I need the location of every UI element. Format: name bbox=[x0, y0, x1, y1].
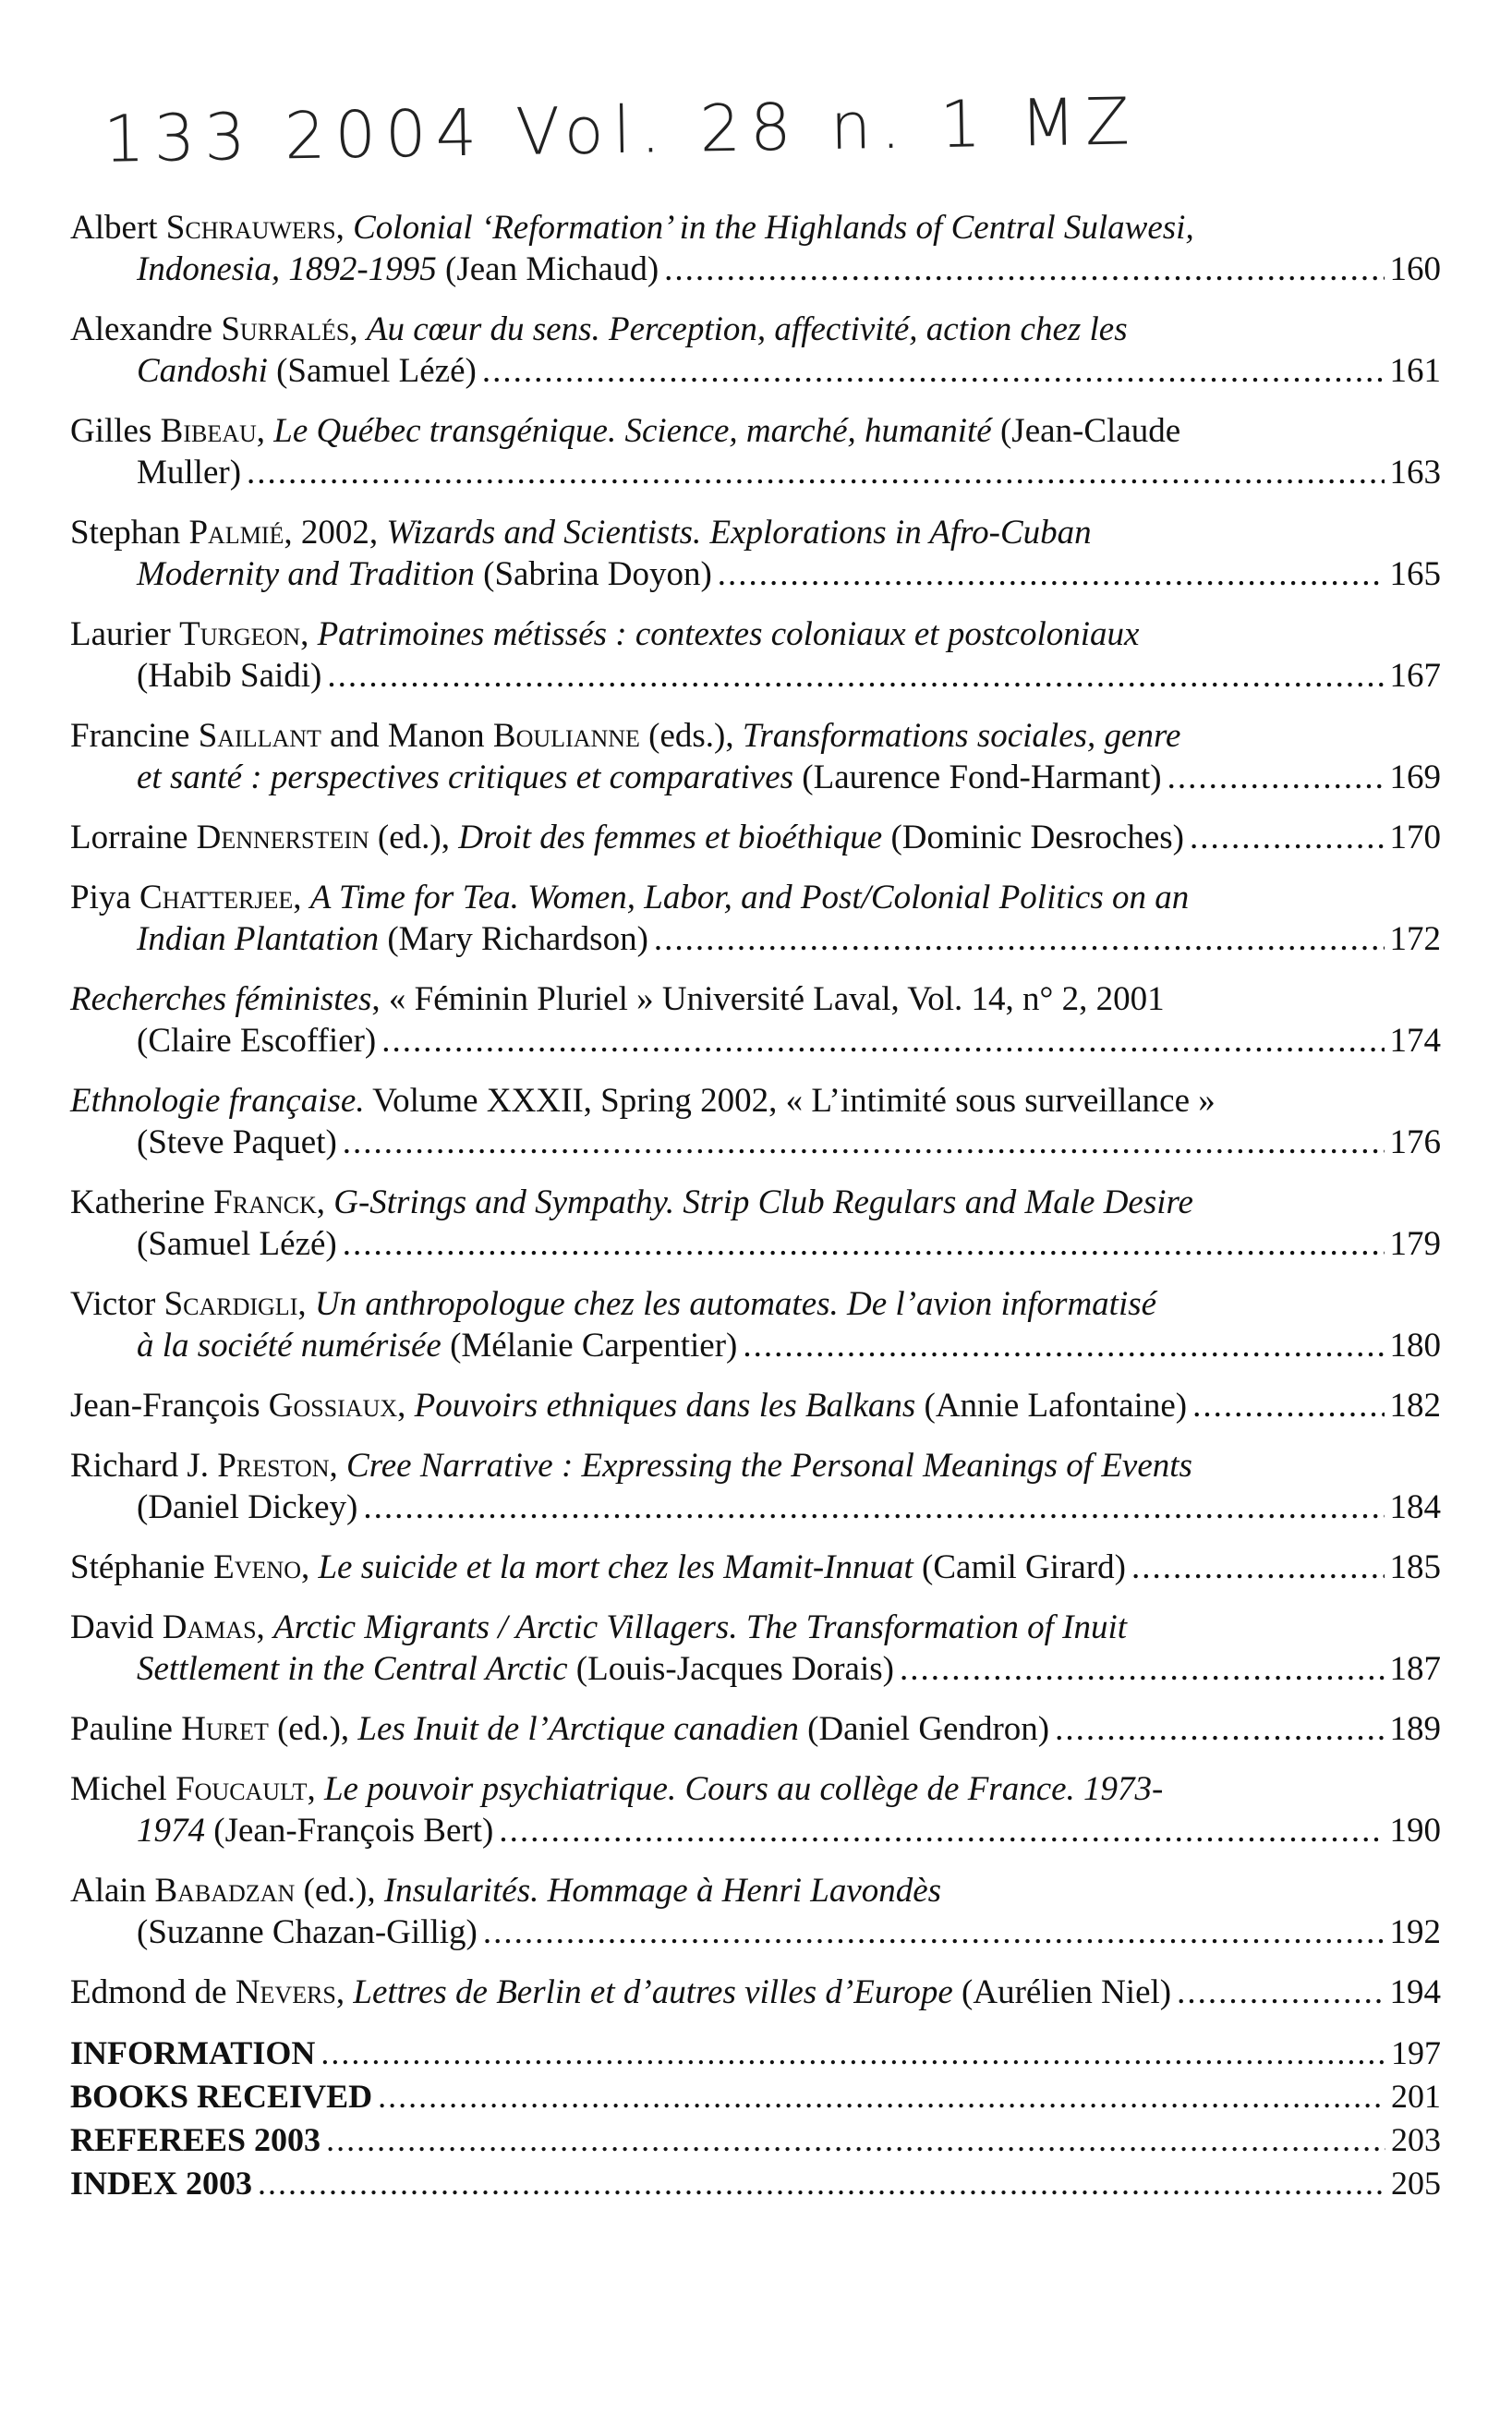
toc-entry-line bbox=[70, 1385, 1441, 1426]
toc-entry-line bbox=[70, 613, 1441, 655]
toc-entry-text: Indian Plantation (Mary Richardson) bbox=[137, 920, 648, 958]
toc-entry-text: Katherine Franck, G-Strings and Sympathy. Strip Club Regulars and Male Desire bbox=[70, 1183, 1193, 1221]
page-number: 165 bbox=[1389, 555, 1441, 593]
toc-entry-text: David Damas, Arctic Migrants / Arctic Villagers. The Transformation of Inuit bbox=[70, 1608, 1128, 1646]
toc-entry-text: Laurier Turgeon, Patrimoines métissés : contextes coloniaux et postcoloniaux bbox=[70, 615, 1140, 653]
toc-entry-text: Modernity and Tradition (Sabrina Doyon) bbox=[137, 555, 712, 593]
toc-entry-text: Jean-François Gossiaux, Pouvoirs ethniques dans les Balkans (Annie Lafontaine) bbox=[70, 1387, 1188, 1425]
handwritten-note: 133 2004 Vol. 28 n. 1 MZ bbox=[103, 83, 1140, 177]
toc-entry-text: Stephan Palmié, 2002, Wizards and Scientists. Explorations in Afro-Cuban bbox=[70, 514, 1092, 552]
page-number: 160 bbox=[1389, 250, 1441, 288]
toc-entry-text: Michel Foucault, Le pouvoir psychiatrique. Cours au collège de France. 1973- bbox=[70, 1770, 1164, 1808]
dot-leader bbox=[343, 1223, 1385, 1265]
dot-leader bbox=[247, 452, 1384, 493]
toc-entry-line bbox=[70, 512, 1441, 553]
toc-entry-text: Victor Scardigli, Un anthropologue chez les automates. De l’avion informatisé bbox=[70, 1285, 1157, 1323]
toc-entry-line bbox=[70, 715, 1441, 757]
toc-entry[interactable] bbox=[70, 1768, 1441, 1851]
toc-section[interactable] bbox=[70, 2075, 1441, 2118]
toc-entry-line bbox=[70, 1607, 1441, 1648]
toc-entry-text: (Suzanne Chazan-Gillig) bbox=[137, 1913, 478, 1951]
page-number: 176 bbox=[1389, 1123, 1441, 1161]
toc-entry[interactable] bbox=[70, 1182, 1441, 1265]
dot-leader bbox=[664, 249, 1384, 290]
page-number: 163 bbox=[1389, 454, 1441, 491]
toc-entry[interactable] bbox=[70, 1385, 1441, 1426]
toc-entry-line bbox=[70, 757, 1441, 798]
toc-entry-line bbox=[70, 1223, 1441, 1265]
toc-entry-text: 1974 (Jean-François Bert) bbox=[137, 1812, 494, 1850]
toc-entry[interactable] bbox=[70, 978, 1441, 1062]
page-number: 174 bbox=[1389, 1022, 1441, 1060]
toc-entry-text: Gilles Bibeau, Le Québec transgénique. Science, marché, humanité (Jean-Claude bbox=[70, 412, 1181, 450]
dot-leader bbox=[343, 1122, 1385, 1163]
dot-leader bbox=[483, 1911, 1385, 1953]
toc-entry-line bbox=[70, 1648, 1441, 1690]
page-number: 172 bbox=[1389, 920, 1441, 958]
page-number: 184 bbox=[1389, 1488, 1441, 1526]
dot-leader bbox=[1190, 817, 1385, 858]
toc-entry-line bbox=[70, 1870, 1441, 1911]
dot-leader bbox=[900, 1648, 1385, 1690]
toc-entry-text: et santé : perspectives critiques et comparatives (Laurence Fond-Harmant) bbox=[137, 758, 1162, 796]
toc-entry-text: (Claire Escoffier) bbox=[137, 1022, 377, 1060]
toc-entry-line bbox=[70, 1020, 1441, 1062]
toc-entry-text: à la société numérisée (Mélanie Carpentier) bbox=[137, 1327, 738, 1365]
page-number: 203 bbox=[1391, 2121, 1441, 2158]
toc-entry-line bbox=[70, 1810, 1441, 1851]
dot-leader bbox=[363, 1487, 1384, 1528]
toc-entry-text: Ethnologie française. Volume XXXII, Spring 2002, « L’intimité sous surveillance » bbox=[70, 1082, 1216, 1120]
toc-entry[interactable] bbox=[70, 207, 1441, 290]
toc-entry-text: (Samuel Lézé) bbox=[137, 1225, 337, 1263]
page-number: 169 bbox=[1389, 758, 1441, 796]
toc-entry-line bbox=[70, 309, 1441, 350]
toc-entry-text: Albert Schrauwers, Colonial ‘Reformation’ in the Highlands of Central Sulawesi, bbox=[70, 209, 1194, 247]
toc-entry-line bbox=[70, 1182, 1441, 1223]
page-number: 189 bbox=[1389, 1710, 1441, 1748]
toc-entry-text: Alain Babadzan (ed.), Insularités. Hommage à Henri Lavondès bbox=[70, 1872, 942, 1910]
toc-entry-line bbox=[70, 1547, 1441, 1588]
dot-leader bbox=[378, 2075, 1385, 2118]
page-number: 194 bbox=[1389, 1973, 1441, 2011]
section-label: INDEX 2003 bbox=[70, 2165, 253, 2202]
dot-leader bbox=[321, 2032, 1385, 2075]
toc-entry[interactable] bbox=[70, 613, 1441, 697]
section-label: REFEREES 2003 bbox=[70, 2121, 321, 2158]
dot-leader bbox=[1055, 1708, 1384, 1750]
dot-leader bbox=[718, 553, 1385, 595]
toc-entry[interactable] bbox=[70, 1283, 1441, 1366]
dot-leader bbox=[1131, 1547, 1385, 1588]
dot-leader bbox=[1167, 757, 1385, 798]
toc-entry-line bbox=[70, 553, 1441, 595]
page-number: 192 bbox=[1389, 1913, 1441, 1951]
toc-entry-text: Indonesia, 1892-1995 (Jean Michaud) bbox=[137, 250, 659, 288]
toc-entry-line bbox=[70, 249, 1441, 290]
toc-section[interactable] bbox=[70, 2118, 1441, 2162]
section-label: INFORMATION bbox=[70, 2034, 316, 2071]
toc-section[interactable] bbox=[70, 2032, 1441, 2075]
toc-entry-line bbox=[70, 350, 1441, 392]
toc-entry-text: Alexandre Surralés, Au cœur du sens. Perception, affectivité, action chez les bbox=[70, 310, 1128, 348]
page-number: 161 bbox=[1389, 352, 1441, 390]
page-number: 187 bbox=[1389, 1650, 1441, 1688]
toc-entry-line bbox=[70, 207, 1441, 249]
dot-leader bbox=[499, 1810, 1384, 1851]
toc-entry[interactable] bbox=[70, 1607, 1441, 1690]
page-number: 185 bbox=[1389, 1548, 1441, 1586]
page-number: 179 bbox=[1389, 1225, 1441, 1263]
toc-entry-text: Lorraine Dennerstein (ed.), Droit des femmes et bioéthique (Dominic Desroches) bbox=[70, 819, 1184, 856]
dot-leader bbox=[654, 918, 1385, 960]
toc-entry-text: Piya Chatterjee, A Time for Tea. Women, Labor, and Post/Colonial Politics on an bbox=[70, 879, 1190, 916]
dot-leader bbox=[258, 2162, 1385, 2205]
toc-entry[interactable] bbox=[70, 1547, 1441, 1588]
toc-entry-line bbox=[70, 817, 1441, 858]
toc-entry-line bbox=[70, 1768, 1441, 1810]
toc-entry-text: (Steve Paquet) bbox=[137, 1123, 337, 1161]
toc-entry-line bbox=[70, 1080, 1441, 1122]
toc-entry[interactable] bbox=[70, 1870, 1441, 1953]
toc-entry[interactable] bbox=[70, 817, 1441, 858]
toc-entry-text: Candoshi (Samuel Lézé) bbox=[137, 352, 477, 390]
toc-entry-line bbox=[70, 978, 1441, 1020]
toc-entry[interactable] bbox=[70, 309, 1441, 392]
toc-entry-text: Pauline Huret (ed.), Les Inuit de l’Arctique canadien (Daniel Gendron) bbox=[70, 1710, 1050, 1748]
page-number: 197 bbox=[1391, 2034, 1441, 2071]
toc-entry[interactable] bbox=[70, 410, 1441, 493]
toc-entry-text: Edmond de Nevers, Lettres de Berlin et d’autres villes d’Europe (Aurélien Niel) bbox=[70, 1973, 1172, 2011]
toc-entry-line bbox=[70, 877, 1441, 918]
toc-entry-text: Stéphanie Eveno, Le suicide et la mort chez les Mamit-Innuat (Camil Girard) bbox=[70, 1548, 1126, 1586]
toc-section[interactable] bbox=[70, 2162, 1441, 2205]
toc-entry[interactable] bbox=[70, 715, 1441, 798]
toc-entry-text: Settlement in the Central Arctic (Louis-Jacques Dorais) bbox=[137, 1650, 894, 1688]
toc-entry-line bbox=[70, 1283, 1441, 1325]
toc-entry-text: Francine Saillant and Manon Boulianne (eds.), Transformations sociales, genre bbox=[70, 717, 1181, 755]
toc-entry-line bbox=[70, 410, 1441, 452]
toc-entry-line bbox=[70, 1445, 1441, 1487]
dot-leader bbox=[1192, 1385, 1384, 1426]
toc-entry[interactable] bbox=[70, 1080, 1441, 1163]
toc-entry-text: Richard J. Preston, Cree Narrative : Expressing the Personal Meanings of Events bbox=[70, 1447, 1192, 1485]
toc-entry[interactable] bbox=[70, 512, 1441, 595]
page-number: 201 bbox=[1391, 2078, 1441, 2115]
dot-leader bbox=[381, 1020, 1384, 1062]
toc-entry-text: Muller) bbox=[137, 454, 242, 491]
page-number: 167 bbox=[1389, 657, 1441, 695]
page-number: 180 bbox=[1389, 1327, 1441, 1365]
dot-leader bbox=[482, 350, 1385, 392]
page-number: 170 bbox=[1389, 819, 1441, 856]
toc-entry-line bbox=[70, 1911, 1441, 1953]
toc-entry-line bbox=[70, 1708, 1441, 1750]
page-number: 182 bbox=[1389, 1387, 1441, 1425]
table-of-contents bbox=[70, 207, 1441, 2205]
toc-entry-line bbox=[70, 918, 1441, 960]
toc-entry-line bbox=[70, 1487, 1441, 1528]
dot-leader bbox=[326, 2118, 1385, 2162]
toc-entry[interactable] bbox=[70, 1972, 1441, 2013]
toc-entry-text: Recherches féministes, « Féminin Pluriel » Université Laval, Vol. 14, n° 2, 2001 bbox=[70, 980, 1165, 1018]
dot-leader bbox=[327, 655, 1384, 697]
toc-entry-line bbox=[70, 655, 1441, 697]
toc-entry-line bbox=[70, 1972, 1441, 2013]
dot-leader bbox=[1177, 1972, 1384, 2013]
page-number: 190 bbox=[1389, 1812, 1441, 1850]
toc-entry-text: (Habib Saidi) bbox=[137, 657, 322, 695]
toc-entry-text: (Daniel Dickey) bbox=[137, 1488, 358, 1526]
section-label: BOOKS RECEIVED bbox=[70, 2078, 373, 2115]
toc-entry[interactable] bbox=[70, 1445, 1441, 1528]
page-number: 205 bbox=[1391, 2165, 1441, 2202]
toc-entry[interactable] bbox=[70, 1708, 1441, 1750]
dot-leader bbox=[743, 1325, 1384, 1366]
toc-entry-line bbox=[70, 1325, 1441, 1366]
toc-entry[interactable] bbox=[70, 877, 1441, 960]
toc-entry-line bbox=[70, 1122, 1441, 1163]
toc-entry-line bbox=[70, 452, 1441, 493]
